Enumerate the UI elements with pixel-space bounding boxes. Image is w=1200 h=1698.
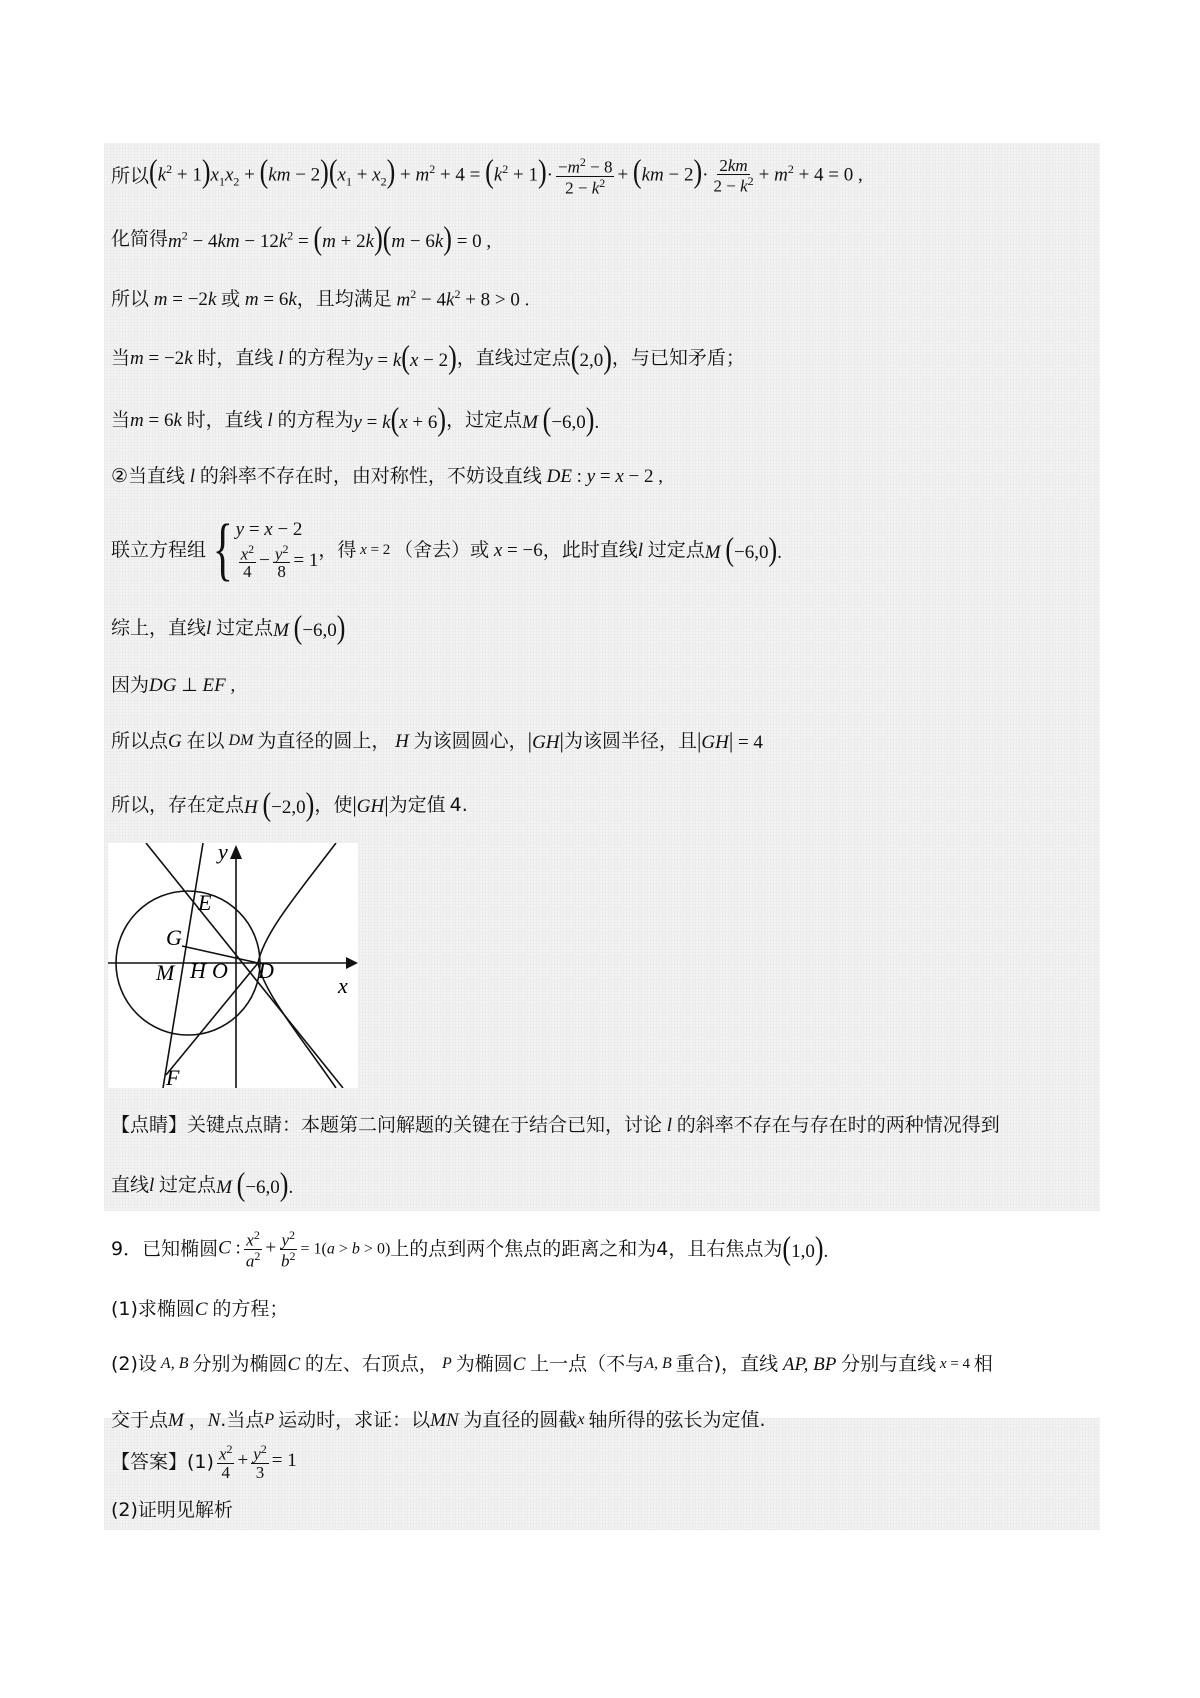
text: 时，直线 bbox=[197, 346, 274, 369]
text: 过定点 bbox=[216, 616, 274, 639]
text: 相 bbox=[973, 1352, 993, 1375]
dianjing-line-2: 直线 l 过定点 M (−6,0). bbox=[111, 1166, 294, 1203]
text: 为直径的圆上， bbox=[257, 729, 391, 752]
text: 分别为椭圆 bbox=[192, 1352, 288, 1375]
equation-line-5: 当 m = 6k 时，直线 l 的方程为 y = k(x + 6) ，过定点 M (−6,0). bbox=[111, 401, 600, 438]
answer-line-2 bbox=[111, 1488, 233, 1532]
text: (1) bbox=[187, 1450, 214, 1473]
equation-line-4: 当 m = −2k 时，直线 l 的方程为 y = k(x − 2) ，直线过定点 (2,0) ，与已知矛盾； bbox=[111, 339, 745, 376]
text: 轴所得的弦长为定值. bbox=[588, 1408, 766, 1431]
text: 化简得 bbox=[111, 227, 169, 250]
geometry-figure bbox=[108, 843, 358, 1088]
text: 重合)，直线 bbox=[675, 1352, 779, 1375]
text: 的方程为 bbox=[277, 408, 354, 431]
text: 的斜率不存在与存在时的两种情况得到 bbox=[676, 1113, 1000, 1136]
text: ，使 bbox=[314, 793, 353, 816]
equation-line-3: 所以 m = −2k 或 m = 6k ，且均满足 $m^2 - 4k^2 + 8 > 0$ . bbox=[111, 287, 530, 311]
text: 【点睛】关键点点睛：本题第二问解题的关键在于结合已知，讨论 bbox=[111, 1113, 663, 1136]
text: 时，直线 bbox=[186, 408, 263, 431]
equation-line-10: 所以点 G 在以 DM 为直径的圆上， H 为该圆圆心， |GH| 为该圆半径，且 |GH| = 4 bbox=[111, 728, 763, 753]
equation-line-11: 所以，存在定点 H (−2,0) ，使 |GH| 为定值 4. bbox=[111, 786, 468, 823]
text: 因为 bbox=[111, 673, 150, 696]
text: 直线 bbox=[111, 1173, 150, 1196]
question-9-part-2: (2)设 A, B 分别为椭圆 C 的左、右顶点， P 为椭圆 C 上一点（不与 A, B 重合)，直线 AP, BP 分别与直线 x = 4 相 bbox=[111, 1352, 993, 1375]
text: 分别与直线 bbox=[841, 1352, 937, 1375]
text: 上的点到两个焦点的距离之和为 bbox=[390, 1237, 657, 1260]
text: 过定点 bbox=[647, 538, 705, 561]
text: 【答案】 bbox=[111, 1450, 188, 1473]
text: 综上，直线 bbox=[111, 616, 207, 639]
label-M: M bbox=[156, 960, 175, 985]
text: 上一点（不与 bbox=[530, 1352, 645, 1375]
text: 为该圆圆心， bbox=[413, 729, 528, 752]
text: 运动时，求证：以 bbox=[278, 1408, 431, 1431]
label-G: G bbox=[166, 925, 182, 950]
equation-line-8: 综上，直线 l 过定点 M (−6,0) bbox=[111, 609, 346, 646]
text: ，此时直线 bbox=[542, 538, 638, 561]
text: 所以，存在定点 bbox=[111, 793, 245, 816]
equation-line-7: 联立方程组 { y = x − 2 $\frac{x^2}{4}$ − $\frac{y^2}{8}$ = 1 ，得 x = 2 （舍去）或 x = −6 ，此时直线 l 过定点 M (−6,0). bbox=[111, 511, 782, 588]
label-H: H bbox=[190, 958, 206, 983]
text: (2)证明见解析 bbox=[111, 1498, 233, 1521]
text: 为该圆半径，且 bbox=[563, 729, 697, 752]
equation-line-2: 化简得 $m^2 - 4km - 12k^2 = (m + 2k)(m - 6k) = 0$ , bbox=[111, 220, 492, 257]
question-9-stem: 9．已知椭圆 C : $\frac{x^2}{a^2}$ + $\frac{y^2}{b^2}$ = 1(a > b > 0) 上的点到两个焦点的距离之和为 4，且右焦点为 (1,0). bbox=[111, 1227, 829, 1271]
text: 过定点 bbox=[159, 1173, 217, 1196]
text: ，且均满足 bbox=[296, 287, 392, 310]
equation-line-6: ②当直线 l 的斜率不存在时，由对称性，不妨设直线 DE : y = x − 2 , bbox=[111, 464, 664, 487]
text: 为直径的圆截 bbox=[463, 1408, 578, 1431]
figure-background bbox=[108, 843, 358, 1088]
text: 当 bbox=[111, 346, 131, 369]
text: (2)设 bbox=[111, 1352, 157, 1375]
text: 或 bbox=[221, 287, 241, 310]
text: .当点 bbox=[220, 1408, 265, 1431]
text: ，过定点 bbox=[446, 408, 523, 431]
text: 在以 bbox=[186, 729, 225, 752]
text: 的方程； bbox=[212, 1297, 289, 1320]
text: 所以点 bbox=[111, 729, 169, 752]
text: 4，且右焦点为 bbox=[656, 1237, 783, 1260]
text: ，直线过定点 bbox=[456, 346, 571, 369]
label-O: O bbox=[212, 958, 228, 983]
question-9-part-2-cont: 交于点 M ， N .当点 P 运动时，求证：以 MN 为直径的圆截 x 轴所得的弦长为定值. bbox=[111, 1408, 766, 1431]
text: ， bbox=[188, 1408, 208, 1431]
text: ②当直线 bbox=[111, 464, 186, 487]
text: 为椭圆 bbox=[455, 1352, 513, 1375]
text: 的斜率不存在时，由对称性，不妨设直线 bbox=[199, 464, 542, 487]
text: 交于点 bbox=[111, 1408, 169, 1431]
answer-line-1: 【答案】 (1) $\frac{x^2}{4}$ + $\frac{y^2}{3}$ = 1 bbox=[111, 1442, 297, 1482]
text: （舍去）或 bbox=[394, 538, 490, 561]
text: 9．已知椭圆 bbox=[111, 1237, 219, 1260]
label-F: F bbox=[166, 1065, 180, 1088]
text: 4. bbox=[449, 793, 468, 816]
text: 为定值 bbox=[388, 793, 446, 816]
equation-line-9: 因为 DG ⊥ EF , bbox=[111, 673, 236, 696]
text: 当 bbox=[111, 408, 131, 431]
text: ，与已知矛盾； bbox=[611, 346, 745, 369]
question-9-part-1: (1)求椭圆 C 的方程； bbox=[111, 1297, 289, 1320]
equation-line-1: 所以 $(k^2 + 1)x_1x_2 + (km - 2)(x_1 + x_2) + m^2 + 4 = (k^2 + 1)\cdot$ $\frac{-m^2 - 8}{2 - k^2}$ + (km − 2)· $\frac{2km}{2 - k^2}$ + $m^2 + 4 = 0$ , bbox=[111, 153, 863, 198]
label-D: D bbox=[258, 958, 274, 983]
text: 的方程为 bbox=[288, 346, 365, 369]
label-y: y bbox=[218, 843, 228, 864]
text: 所以 bbox=[111, 164, 150, 187]
label-E: E bbox=[198, 890, 212, 915]
text: ，得 bbox=[318, 538, 357, 561]
label-x: x bbox=[338, 973, 348, 998]
text: 的左、右顶点， bbox=[304, 1352, 438, 1375]
dianjing-line-1: 【点睛】关键点点睛：本题第二问解题的关键在于结合已知，讨论 l 的斜率不存在与存在时的两种情况得到 bbox=[111, 1113, 1000, 1136]
text: 联立方程组 bbox=[111, 538, 207, 561]
text: (1)求椭圆 bbox=[111, 1297, 195, 1320]
text: 所以 bbox=[111, 287, 150, 310]
